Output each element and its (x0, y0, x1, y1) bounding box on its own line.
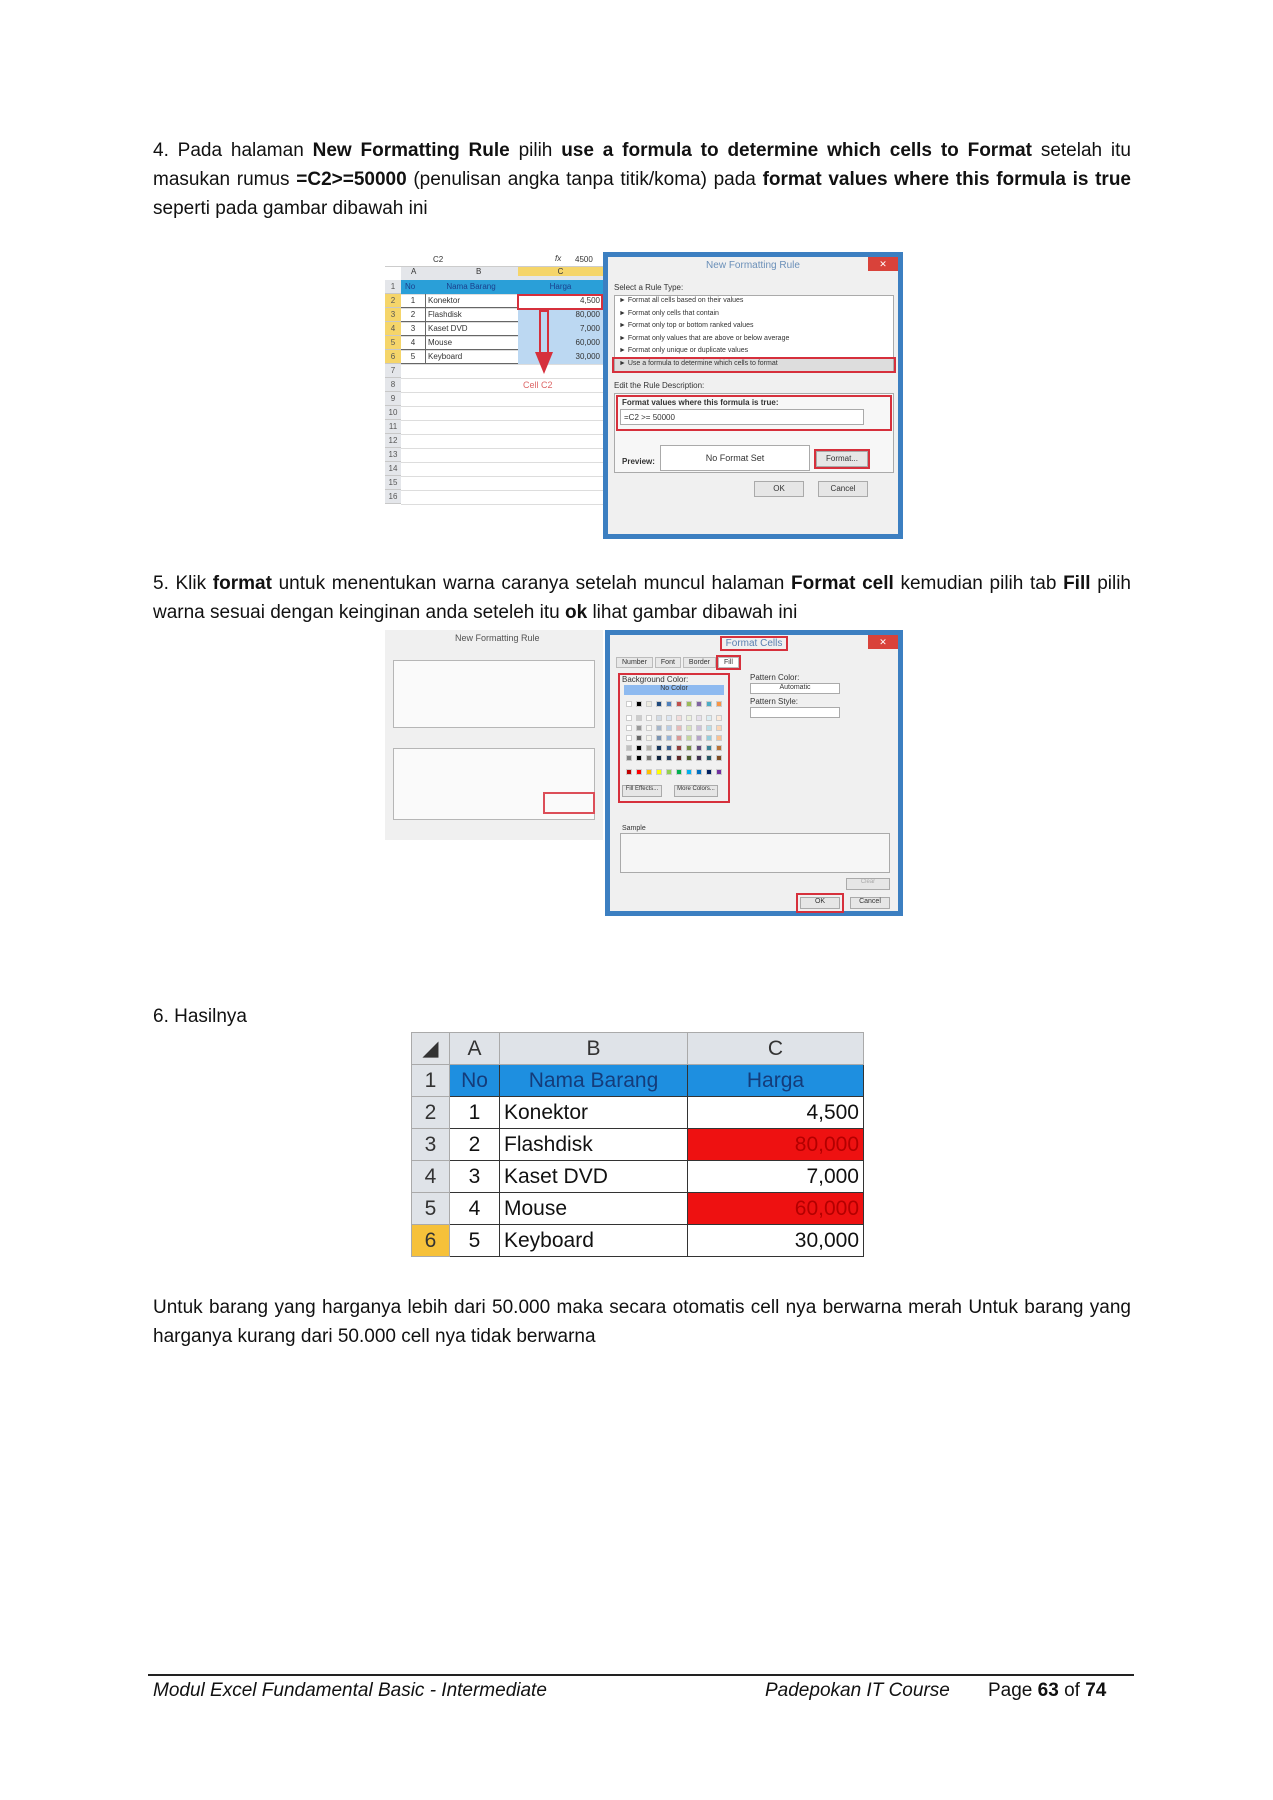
row-number: 6 (412, 1225, 450, 1257)
color-swatch[interactable] (706, 755, 712, 761)
color-swatch[interactable] (696, 769, 702, 775)
rule-type-item[interactable]: ► Format only cells that contain (619, 309, 719, 317)
name-cell: Mouse (500, 1193, 688, 1225)
color-swatch[interactable] (676, 725, 682, 731)
cell: 7,000 (518, 322, 603, 336)
color-swatch[interactable] (716, 745, 722, 751)
color-swatch[interactable] (646, 755, 652, 761)
table-row (412, 1129, 864, 1161)
cell-c2-annotation: Cell C2 (523, 380, 553, 390)
color-swatch[interactable] (716, 769, 722, 775)
row-header: 6 (385, 350, 401, 364)
col-b: B (500, 1033, 688, 1065)
edit-rule-label: Edit the Rule Description: (614, 381, 705, 390)
color-swatch[interactable] (696, 745, 702, 751)
row-number: 2 (412, 1097, 450, 1129)
color-swatch[interactable] (716, 755, 722, 761)
col-b: B (476, 267, 482, 276)
row-header: 14 (385, 462, 401, 476)
format-cells-dialog (605, 630, 903, 916)
ok-button[interactable]: OK (800, 897, 840, 909)
row-header: 2 (385, 294, 401, 308)
pattern-color-label: Pattern Color: (750, 673, 800, 682)
color-swatch[interactable] (626, 725, 632, 731)
name-cell: Konektor (500, 1097, 688, 1129)
bg-dialog-title: New Formatting Rule (455, 633, 540, 643)
price-cell: 7,000 (688, 1161, 864, 1193)
sample-box (620, 833, 890, 873)
color-swatch[interactable] (656, 745, 662, 751)
row-header: 15 (385, 476, 401, 490)
footer-page: Page 63 of 74 (988, 1680, 1107, 1701)
color-swatch[interactable] (716, 725, 722, 731)
price-cell: 4,500 (688, 1097, 864, 1129)
cancel-button[interactable]: Cancel (818, 481, 868, 497)
clear-button[interactable]: Clear (846, 878, 890, 890)
screenshot-format-cells (385, 630, 903, 916)
color-swatch[interactable] (626, 715, 632, 721)
cell: 60,000 (518, 336, 603, 350)
cell: Kaset DVD (425, 322, 518, 336)
row-header: 16 (385, 490, 401, 504)
color-swatch[interactable] (656, 725, 662, 731)
name-box: C2 (433, 255, 444, 264)
no-cell: 4 (450, 1193, 500, 1225)
rule-type-item[interactable]: ► Format only values that are above or below average (619, 334, 790, 342)
color-swatch[interactable] (636, 769, 642, 775)
row-header: 9 (385, 392, 401, 406)
rule-type-item[interactable]: ► Format only top or bottom ranked values (619, 322, 754, 329)
color-swatch[interactable] (666, 769, 672, 775)
fx-icon: fx (555, 254, 562, 263)
color-swatch[interactable] (686, 755, 692, 761)
cell: 1 (410, 296, 416, 305)
color-swatch[interactable] (686, 745, 692, 751)
color-swatch[interactable] (646, 701, 652, 707)
color-swatch[interactable] (666, 725, 672, 731)
color-swatch[interactable] (686, 769, 692, 775)
price-cell: 60,000 (688, 1193, 864, 1225)
pattern-style-select[interactable] (750, 707, 840, 718)
color-swatch[interactable] (706, 745, 712, 751)
color-swatch[interactable] (636, 755, 642, 761)
col-c: C (518, 267, 603, 276)
pattern-color-select[interactable]: Automatic (750, 683, 840, 694)
cell: 30,000 (518, 350, 603, 364)
header-name: Nama Barang (500, 1065, 688, 1097)
footer-divider (148, 1674, 1134, 1676)
color-swatch[interactable] (716, 715, 722, 721)
row-header: 5 (385, 336, 401, 350)
row-number: 3 (412, 1129, 450, 1161)
screenshot-new-formatting-rule (385, 252, 903, 539)
ok-button[interactable]: OK (754, 481, 804, 497)
rule-type-item[interactable]: ► Format all cells based on their values (619, 297, 744, 304)
color-swatch[interactable] (646, 735, 652, 741)
cell: Mouse (425, 336, 518, 350)
table-row (401, 350, 603, 364)
color-swatch[interactable] (666, 715, 672, 721)
color-swatch[interactable] (686, 715, 692, 721)
tab-fill[interactable]: Fill (718, 657, 739, 668)
color-swatch[interactable] (636, 701, 642, 707)
col-a: A (411, 267, 417, 276)
row-header: 12 (385, 434, 401, 448)
color-swatch[interactable] (666, 735, 672, 741)
table-row (412, 1193, 864, 1225)
fill-effects-button[interactable]: Fill Effects... (622, 785, 662, 797)
formula-input[interactable]: =C2 >= 50000 (620, 409, 864, 425)
color-swatch[interactable] (696, 701, 702, 707)
color-swatch[interactable] (686, 701, 692, 707)
rule-type-item[interactable]: ► Use a formula to determine which cells to format (615, 359, 893, 372)
pattern-style-label: Pattern Style: (750, 697, 799, 706)
step-4-text: 4. Pada halaman New Formatting Rule pilih use a formula to determine which cells to Format setelah itu masukan rumus =C2>=50000 (penulisan angka tanpa titik/koma) pada format values where this formula is true seperti pada gambar dibawah ini (153, 140, 1131, 219)
no-cell: 2 (450, 1129, 500, 1161)
color-swatch[interactable] (706, 725, 712, 731)
format-cells-title: Format Cells (720, 636, 789, 651)
color-swatch[interactable] (676, 769, 682, 775)
tab-border[interactable]: Border (683, 657, 716, 668)
close-icon[interactable]: ✕ (868, 257, 898, 271)
tab-font[interactable]: Font (655, 657, 681, 668)
bg-color-label: Background Color: (622, 675, 689, 684)
header-price: Harga (688, 1065, 864, 1097)
color-swatch[interactable] (666, 755, 672, 761)
footer-module-title: Modul Excel Fundamental Basic - Intermediate (153, 1680, 547, 1701)
color-swatch[interactable] (716, 735, 722, 741)
cell: 80,000 (518, 308, 603, 322)
col-c: C (688, 1033, 864, 1065)
color-swatch[interactable] (656, 735, 662, 741)
result-table: ◢ A B C 1 No Nama Barang Harga 2 1 Konektor 4,500 3 2 Flashdisk 80,000 4 3 Kaset DVD 7,000 5 4 Mouse 60,000 6 5 Keyboard 30,000 (411, 1032, 864, 1257)
header-no: No (450, 1065, 500, 1097)
col-a: A (450, 1033, 500, 1065)
color-swatch[interactable] (666, 745, 672, 751)
cell: 4,500 (518, 294, 603, 308)
hdr-price: Harga (549, 282, 572, 291)
dialog-title: New Formatting Rule (706, 260, 800, 271)
hdr-name: Nama Barang (446, 282, 496, 291)
row-number: 5 (412, 1193, 450, 1225)
color-swatch[interactable] (656, 701, 662, 707)
row-header: 3 (385, 308, 401, 322)
conclusion-text: Untuk barang yang harganya lebih dari 50.000 maka secara otomatis cell nya berwarna merah Untuk barang yang harganya kurang dari 50.000 cell nya tidak berwarna (153, 1297, 1131, 1347)
row-number: 4 (412, 1161, 450, 1193)
color-swatch[interactable] (636, 745, 642, 751)
preview-box: No Format Set (660, 445, 810, 471)
color-swatch[interactable] (626, 769, 632, 775)
color-swatch[interactable] (646, 725, 652, 731)
color-swatch[interactable] (646, 769, 652, 775)
no-cell: 1 (450, 1097, 500, 1129)
color-swatch[interactable] (696, 755, 702, 761)
row-header: 13 (385, 448, 401, 462)
select-all-corner[interactable]: ◢ (412, 1033, 450, 1065)
cell: 4 (410, 338, 416, 347)
price-cell: 80,000 (688, 1129, 864, 1161)
table-row (401, 336, 603, 350)
no-color-button[interactable]: No Color (624, 685, 724, 695)
no-cell: 3 (450, 1161, 500, 1193)
color-swatch[interactable] (676, 745, 682, 751)
color-swatch[interactable] (696, 715, 702, 721)
table-row (412, 1097, 864, 1129)
color-swatch[interactable] (706, 735, 712, 741)
color-swatch[interactable] (656, 715, 662, 721)
name-cell: Flashdisk (500, 1129, 688, 1161)
cell: 5 (410, 352, 416, 361)
tab-number[interactable]: Number (616, 657, 653, 668)
step-6-text: 6. Hasilnya (153, 1006, 247, 1027)
color-swatch[interactable] (646, 715, 652, 721)
row-header: 1 (385, 280, 401, 294)
table-row (412, 1225, 864, 1257)
background-rule-dialog (385, 630, 603, 840)
color-swatch[interactable] (676, 715, 682, 721)
color-swatch[interactable] (626, 735, 632, 741)
cell: Konektor (425, 294, 518, 308)
name-cell: Keyboard (500, 1225, 688, 1257)
color-swatch[interactable] (626, 745, 632, 751)
formula-label: Format values where this formula is true: (622, 398, 779, 407)
close-icon[interactable]: ✕ (868, 635, 898, 649)
color-swatch[interactable] (706, 769, 712, 775)
color-swatch[interactable] (636, 715, 642, 721)
color-swatch[interactable] (696, 735, 702, 741)
color-swatch[interactable] (636, 735, 642, 741)
rule-type-item[interactable]: ► Format only unique or duplicate values (619, 347, 749, 354)
format-button[interactable]: Format... (816, 451, 868, 467)
color-swatch[interactable] (716, 701, 722, 707)
color-swatch[interactable] (626, 755, 632, 761)
color-swatch[interactable] (656, 769, 662, 775)
row-header: 4 (385, 322, 401, 336)
color-swatch[interactable] (676, 755, 682, 761)
color-swatch[interactable] (656, 755, 662, 761)
more-colors-button[interactable]: More Colors... (674, 785, 718, 797)
table-row (412, 1161, 864, 1193)
color-swatch[interactable] (706, 701, 712, 707)
table-row (401, 322, 603, 336)
color-swatch[interactable] (686, 725, 692, 731)
row-header: 11 (385, 420, 401, 434)
cell: 2 (410, 310, 416, 319)
sample-label: Sample (622, 825, 646, 832)
hdr-no: No (405, 282, 416, 291)
color-swatch[interactable] (646, 745, 652, 751)
color-swatch[interactable] (636, 725, 642, 731)
cell: Flashdisk (425, 308, 518, 322)
preview-label: Preview: (622, 457, 655, 466)
color-swatch[interactable] (676, 701, 682, 707)
footer-course: Padepokan IT Course (765, 1680, 950, 1701)
cell: 3 (410, 324, 416, 333)
color-swatch[interactable] (626, 701, 632, 707)
price-cell: 30,000 (688, 1225, 864, 1257)
row-header: 10 (385, 406, 401, 420)
row-header: 8 (385, 378, 401, 392)
color-swatch[interactable] (676, 735, 682, 741)
cell: Keyboard (425, 350, 518, 364)
new-formatting-rule-dialog (603, 252, 903, 539)
name-cell: Kaset DVD (500, 1161, 688, 1193)
step-5-text: 5. Klik format untuk menentukan warna caranya setelah muncul halaman Format cell kemudian pilih tab Fill pilih warna sesuai dengan keinginan anda seteleh itu ok lihat gambar dibawah ini (153, 573, 1131, 623)
color-swatch[interactable] (696, 725, 702, 731)
color-swatch[interactable] (666, 701, 672, 707)
select-rule-label: Select a Rule Type: (614, 283, 684, 292)
no-cell: 5 (450, 1225, 500, 1257)
table-row (401, 308, 603, 322)
formula-bar-value: 4500 (575, 255, 593, 264)
color-swatch[interactable] (686, 735, 692, 741)
color-swatch[interactable] (706, 715, 712, 721)
cancel-button[interactable]: Cancel (850, 897, 890, 909)
row-header: 7 (385, 364, 401, 378)
